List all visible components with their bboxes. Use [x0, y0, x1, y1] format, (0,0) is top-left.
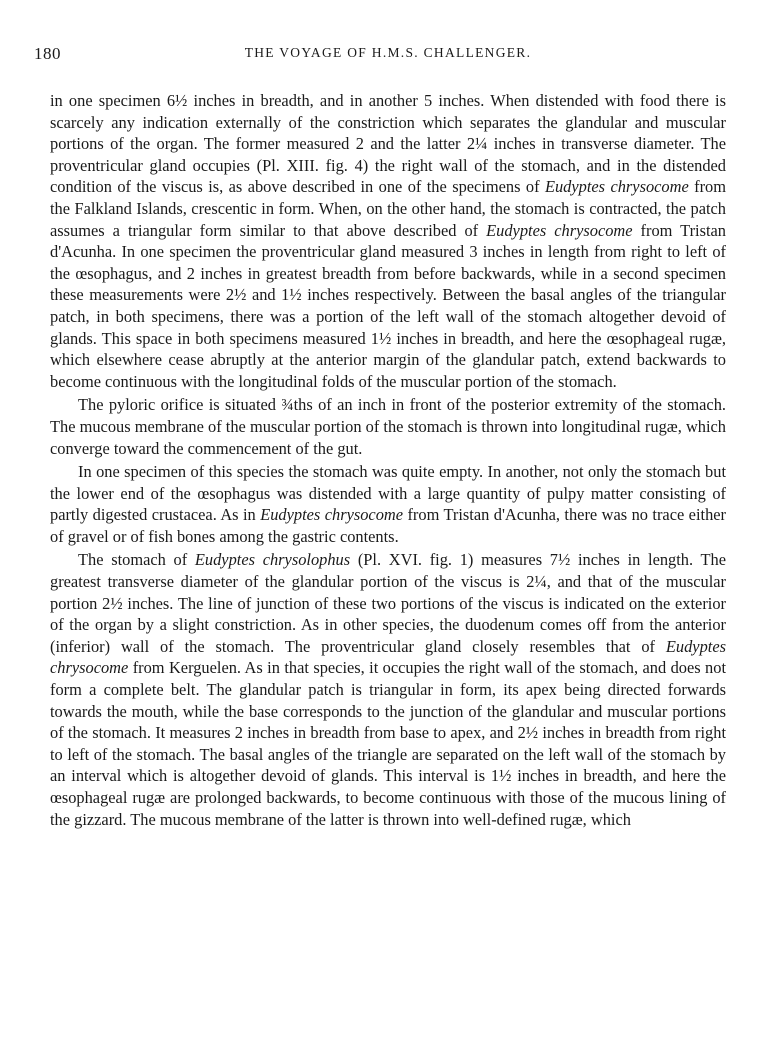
text-run: from Tristan d'Acunha. In one specimen the proventricular gland measured 3 inches in length from right to left of the œsophagus, and 2 inches in greatest breadth from before backwards, while in a second specimen these measurements were 2½ and 1½ inches respectively. Between the basal angles of the triangular patch, in both specimens, there was a portion of the left wall of the stomach altogether devoid of glands. This space in both specimens measured 1½ inches in breadth, and here the œsophageal rugæ, which elsewhere cease abruptly at the anterior margin of the glandular patch, extend backwards to become continuous with the longitudinal folds of the muscular portion of the stomach.	[50, 220, 726, 391]
paragraph	[50, 90, 726, 392]
species-name: Eudyptes chrysocome	[544, 177, 689, 197]
species-name: Eudyptes chrysocome	[260, 505, 404, 525]
paragraph	[50, 461, 726, 547]
text-run: in one specimen 6½ inches in breadth, and in another 5 inches. When distended with food there is scarcely any indication externally of the constriction which separates the glandular and muscular portions of the organ. The former measured 2 and the latter 2¼ inches in transverse diameter. The proventricular gland occupies (Pl. XIII. fig. 4) the right wall of the stomach, and in the distended condition of the viscus is, as above described in one of the specimens of	[50, 91, 726, 197]
text-run: from Tristan d'Acunha, there was no trace either of gravel or of fish bones among the gastric contents.	[50, 505, 726, 546]
text-run: The stomach of	[78, 550, 195, 570]
text-run: In one specimen of this species the stomach was quite empty. In another, not only the stomach but the lower end of the œsophagus was distended with a large quantity of pulpy matter consisting of partly digested crustacea. As in	[50, 462, 726, 525]
text-run: The pyloric orifice is situated ¾ths of an inch in front of the posterior extremity of the stomach. The mucous membrane of the muscular portion of the stomach is thrown into longitudinal rugæ, which converge toward the commencement of the gut.	[50, 395, 726, 458]
species-name: Eudyptes chrysocome	[50, 636, 726, 678]
text-run: from the Falkland Islands, crescentic in form. When, on the other hand, the stomach is contracted, the patch assumes a triangular form similar to that above described of	[50, 177, 727, 240]
running-title: THE VOYAGE OF H.M.S. CHALLENGER.	[244, 45, 532, 60]
text-run: (Pl. XVI. fig. 1) measures 7½ inches in length. The greatest transverse diameter of the glandular portion of the viscus is 2¼, and that of the muscular portion 2½ inches. The line of junction of these two portions of the viscus is indicated on the exterior of the organ by a slight constriction. As in other species, the duodenum comes off from the anterior (inferior) wall of the stomach. The proventricular gland closely resembles that of	[50, 550, 727, 656]
species-name: Eudyptes chrysolophus	[194, 550, 351, 570]
paragraph	[50, 549, 726, 830]
page-number: 180	[34, 44, 61, 63]
species-name: Eudyptes chrysocome	[486, 220, 633, 240]
text-run: from Kerguelen. As in that species, it occupies the right wall of the stomach, and does not form a complete belt. The glandular patch is triangular in form, its apex being directed forwards towards the mouth, while the base corresponds to the junction of the glandular and muscular portions of the stomach. It measures 2 inches in breadth from base to apex, and 2½ inches in breadth from right to left of the stomach. The basal angles of the triangle are separated on the left wall of the stomach by an interval which is altogether devoid of glands. This interval is 1½ inches in breadth, and here the œsophageal rugæ are prolonged backwards, to become continuous with those of the mucous lining of the gizzard. The mucous membrane of the latter is thrown into well-defined rugæ, which	[50, 658, 726, 829]
page-header	[34, 44, 742, 68]
body-text	[50, 90, 726, 832]
paragraph	[50, 394, 726, 459]
